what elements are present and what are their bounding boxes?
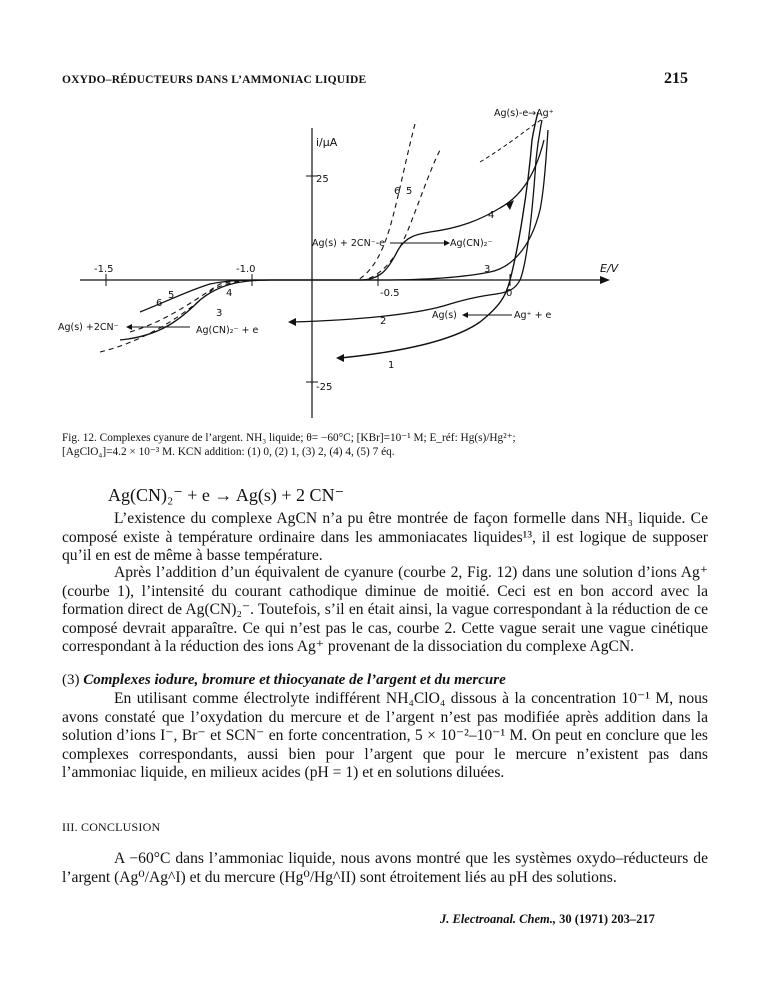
x-tick-minus0.5: -0.5 xyxy=(380,288,400,299)
curve-label-1: 1 xyxy=(388,360,395,371)
y-tick-minus25: -25 xyxy=(316,382,333,393)
conclusion-heading: III. CONCLUSION xyxy=(62,820,161,834)
section-3-heading xyxy=(62,672,506,689)
curve-label-6-left: 6 xyxy=(156,298,163,309)
paragraph-4 xyxy=(62,850,708,887)
annotation-ag-plus: Ag⁺ + e xyxy=(514,310,552,321)
paragraph-3-text: En utilisant comme électrolyte indifférent NH₄ClO₄ dissous à la concentration 10⁻¹ M, nous avons constaté que l’oxydation du mercure et de l’argent n’est pas modifiée après addition dans la solution d’ions I⁻, Br⁻ et SCN⁻ en forte concentration, 5 × 10⁻²–10⁻¹ M. On peut en conclure que les complexes correspondants, aussi bien pour l’argent que pour le mercure n’existent pas dans l’ammoniac liquide, en milieux acides (pH = 1) et en solutions diluées. xyxy=(62,690,708,782)
figure-12-voltammogram xyxy=(40,100,720,430)
x-axis-label: E/V xyxy=(600,262,619,275)
curve-4 xyxy=(140,140,544,312)
journal-footer xyxy=(440,912,655,927)
curve-3 xyxy=(120,130,548,340)
caption-line-1: Fig. 12. Complexes cyanure de l’argent. NH₃ liquide; θ= −60°C; [KBr]=10⁻¹ M; E_réf: Hg(s)/Hg²⁺; xyxy=(62,432,516,444)
paragraph-1 xyxy=(62,510,708,566)
annotation-cyanide-oxidation: Ag(s) + 2CN⁻-e xyxy=(312,238,385,249)
x-tick-0: 0 xyxy=(506,288,513,299)
curve-1 xyxy=(340,112,538,358)
figure-caption xyxy=(62,431,716,459)
curve-label-5-left: 5 xyxy=(168,290,175,301)
curve-label-5: 5 xyxy=(406,186,413,197)
journal-volume: 30 (1971) 203–217 xyxy=(559,912,655,926)
paragraph-3 xyxy=(62,690,708,783)
curve-label-6: 6 xyxy=(394,186,401,197)
x-axis-arrow xyxy=(600,276,610,284)
paragraph-4-text: A −60°C dans l’ammoniac liquide, nous avons montré que les systèmes oxydo–réducteurs de l’argent (Ag⁰/Ag^I) et du mercure (Hg⁰/Hg^II) sont étroitement liés au pH des solutions. xyxy=(62,850,708,886)
y-tick-25: 25 xyxy=(316,174,329,185)
journal-name: J. Electroanal. Chem., xyxy=(440,912,556,926)
reaction-equation: Ag(CN)₂⁻ + e → Ag(s) + 2 CN⁻ xyxy=(108,485,345,505)
x-tick-minus1.0: -1.0 xyxy=(236,264,256,275)
annotation-lower-reactant: Ag(s) +2CN⁻ xyxy=(58,322,119,333)
page-number: 215 xyxy=(664,70,688,87)
paragraph-1-text: L’existence du complexe AgCN n’a pu être montrée de façon formelle dans NH₃ liquide. Ce composé existe à température ordinaire dans les ammoniacates liquides¹³, il est logique de supposer qu’il en est de même à basse température. xyxy=(62,510,708,565)
curve-2 xyxy=(292,120,542,322)
curve-label-4: 4 xyxy=(488,210,495,221)
annotation-lower-product: Ag(CN)₂⁻ + e xyxy=(196,325,259,336)
paragraph-2-text: Après l’addition d’un équivalent de cyanure (courbe 2, Fig. 12) dans une solution d’ions Ag⁺ (courbe 1), l’intensité du courant cathodique diminue de moitié. Ceci est en bon accord avec la formation direct de Ag(CN)₂⁻. Toutefois, s’il en était ainsi, la vague correspondant à la réduction de ce composé devrait apparaître. Ce qui n’est pas le cas, courbe 2. Cette vague serait une vague cinétique correspondant à la réduction des ions Ag⁺ provenant de la dissociation du complexe AgCN. xyxy=(62,564,708,656)
x-tick-minus1.5: -1.5 xyxy=(94,264,114,275)
y-axis-label: i/μA xyxy=(316,136,338,149)
annotation-cyanide-complex: Ag(CN)₂⁻ xyxy=(450,238,493,249)
annotation-ag-oxidation: Ag(s)-e→Ag⁺ xyxy=(494,108,554,119)
curve-1-arrow xyxy=(336,354,344,362)
curve-5 xyxy=(130,150,440,332)
running-head: OXYDO–RÉDUCTEURS DANS L’AMMONIAC LIQUIDE xyxy=(62,74,367,86)
annotation-ag-solid: Ag(s) xyxy=(432,310,457,321)
curve-2-arrow xyxy=(288,318,296,326)
section-3-title: Complexes iodure, bromure et thiocyanate de l’argent et du mercure xyxy=(83,672,506,688)
caption-line-2: [AgClO₄]=4.2 × 10⁻³ M. KCN addition: (1) 0, (2) 1, (3) 2, (4) 4, (5) 7 éq. xyxy=(62,446,395,458)
paragraph-2 xyxy=(62,564,708,657)
section-3-number: (3) xyxy=(62,672,80,688)
curve-label-2: 2 xyxy=(380,316,387,327)
curve-label-3: 3 xyxy=(484,264,491,275)
curve-label-4-left: 4 xyxy=(226,288,233,299)
curve-label-3-left: 3 xyxy=(216,308,223,319)
